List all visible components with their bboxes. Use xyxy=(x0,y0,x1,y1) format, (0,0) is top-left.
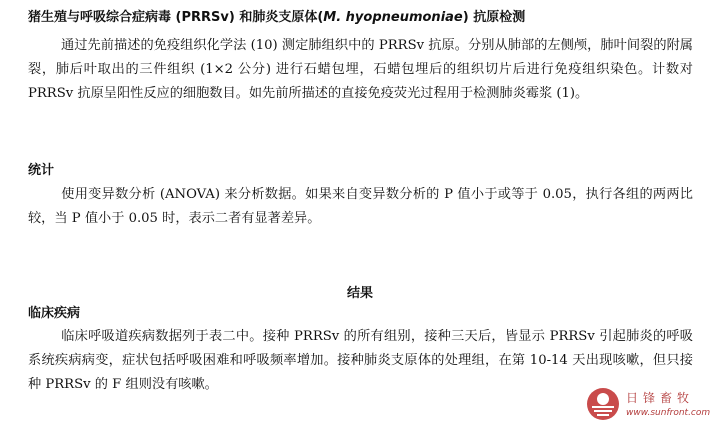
section-heading-statistics: 统计 xyxy=(28,163,55,178)
section-heading-results: 结果 xyxy=(346,286,373,301)
paragraph-statistics-text: 使用变异数分析 (ANOVA) 来分析数据。如果来自变异数分析的 P 值小于或等于 0.05，执行各组的两两比较，当 P 值小于 0.05 时，表示二者有显著差异。 xyxy=(28,187,693,226)
paragraph-clinical-disease-text: 临床呼吸道疾病数据列于表二中。接种 PRRSv 的所有组别，接种三天后，皆显示 PRRSv 引起肺炎的呼吸系统疾病病变，症状包括呼吸困难和呼吸频率增加。接种肺炎支原体的处理组，在第 10-14 天出现咳嗽，但只接种 PRRSv 的 F 组则没有咳嗽。 xyxy=(28,329,693,392)
section-heading-antigen-detection xyxy=(28,9,525,27)
paragraph-antigen-detection-text: 通过先前描述的免疫组织化学法 (10) 测定肺组织中的 PRRSv 抗原。分别从肺部的左侧颅，肺叶间裂的附属裂，肺后叶取出的三件组织 (1×2 公分) 进行石蜡包埋，石蜡包埋后的组织切片后进行免疫组织染色。计数对 PRRSv 抗原呈阳性反应的细胞数目。如先前所描述的直接免疫荧光过程用于检测肺炎霉浆 (1)。 xyxy=(28,38,693,101)
watermark-brand: 日锋畜牧 xyxy=(626,391,695,405)
watermark-url: www.sunfront.com xyxy=(626,408,711,418)
heading-suffix: ) 抗原检测 xyxy=(462,10,526,25)
section-heading-clinical-disease: 临床疾病 xyxy=(28,306,81,321)
heading-prefix: 猪生殖与呼吸综合症病毒 (PRRSv) 和肺炎支原体( xyxy=(28,10,324,25)
watermark xyxy=(586,385,711,427)
paragraph-statistics xyxy=(28,183,693,231)
heading-italic-species: M. hyopneumoniae xyxy=(323,10,463,25)
sun-logo-icon xyxy=(586,387,620,421)
paragraph-antigen-detection xyxy=(28,34,693,106)
